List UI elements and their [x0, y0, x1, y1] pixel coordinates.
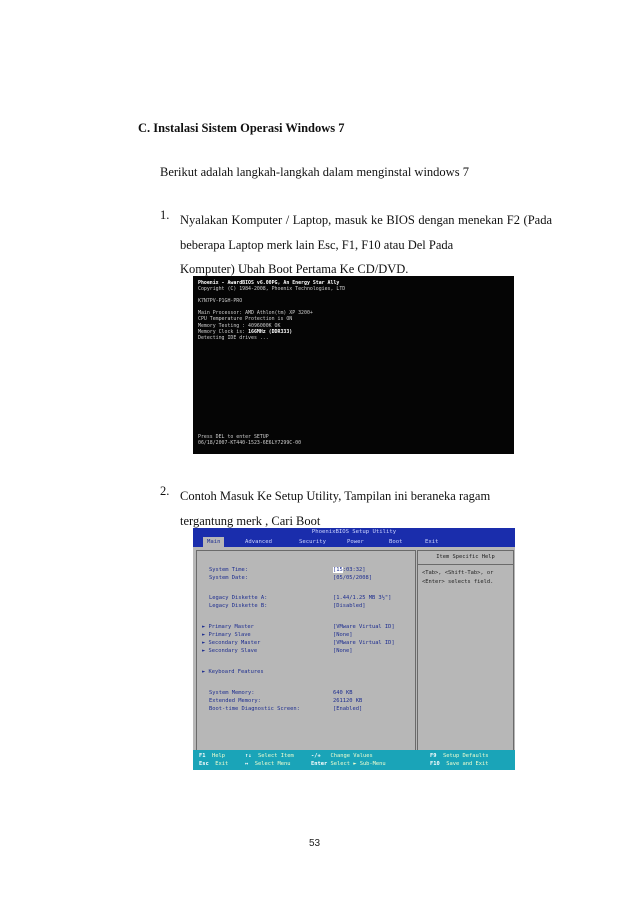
step-text-main: Contoh Masuk Ke Setup Utility, Tampilan ini beraneka ragam [180, 489, 491, 503]
post-footer-line: 06/18/2007-KT440-1523-6E6LY7299C-00 [198, 440, 302, 446]
footer-key-change-values [311, 753, 373, 759]
key-desc: Exit [215, 761, 229, 767]
menu-main: Main [203, 537, 224, 547]
section-title: C. Instalasi Sistem Operasi Windows 7 [138, 121, 345, 135]
secondary-master-value: [VMware Virtual ID] [333, 640, 395, 646]
step-text [180, 484, 552, 533]
primary-slave-value: [None] [333, 632, 353, 638]
menu-exit: Exit [425, 539, 439, 545]
system-time-rest: :03:32] [342, 567, 366, 573]
step-text-last: tergantung merk , Cari Boot [180, 513, 321, 528]
footer-key-sub-menu [311, 761, 386, 767]
step-text [180, 208, 552, 282]
post-line: CPU Temperature Protection is ON [198, 316, 293, 322]
system-time-selected: [15 [333, 567, 343, 573]
help-text: <Tab>, <Shift-Tab>, or <Enter> selects field. [422, 570, 494, 585]
boot-diag-label: Boot-time Diagnostic Screen: [209, 706, 300, 712]
post-line: Memory Testing : 4096000K OK [198, 323, 281, 329]
step-number: 2. [160, 484, 170, 498]
setup-footer [193, 750, 515, 770]
menu-security: Security [299, 539, 326, 545]
setup-menubar [193, 537, 515, 547]
setup-title: PhoenixBIOS Setup Utility [193, 528, 515, 537]
key-desc: Select ► Sub-Menu [330, 761, 386, 767]
key-desc: Setup Defaults [443, 753, 489, 759]
intro-paragraph: Berikut adalah langkah-langkah dalam menginstal windows 7 [160, 165, 469, 179]
system-date-label: System Date: [209, 575, 248, 581]
page-number: 53 [309, 838, 321, 849]
menu-advanced: Advanced [245, 539, 272, 545]
help-title: Item Specific Help [418, 551, 513, 565]
key: ↔ [245, 761, 249, 767]
footer-key-help [199, 753, 225, 759]
bios-setup-screenshot [193, 528, 515, 770]
key: ↑↓ [245, 753, 252, 759]
system-time-label: System Time: [209, 567, 248, 573]
step-text-last: Komputer) Ubah Boot Pertama Ke CD/DVD. [180, 262, 409, 276]
key-desc: Select Menu [254, 761, 291, 767]
keyboard-features-label: ► Keyboard Features [202, 669, 264, 675]
key-desc: Change Values [330, 753, 373, 759]
footer-key-exit [199, 761, 228, 767]
menu-power: Power [347, 539, 364, 545]
post-line: Detecting IDE drives ... [198, 335, 269, 341]
legacy-a-value: [1.44/1.25 MB 3½"] [333, 595, 392, 601]
legacy-b-value: [Disabled] [333, 603, 366, 609]
primary-master-label: ► Primary Master [202, 624, 254, 630]
primary-slave-label: ► Primary Slave [202, 632, 251, 638]
step-text-main: Nyalakan Komputer / Laptop, masuk ke BIOS dengan menekan F2 (Pada beberapa Laptop merk lain Esc, F1, F10 atau Del Pada [180, 213, 552, 252]
system-memory-value: 640 KB [333, 690, 353, 696]
footer-key-setup-defaults [430, 753, 488, 759]
footer-key-select-item [245, 753, 294, 759]
system-time-value [333, 567, 365, 573]
setup-main-panel [196, 550, 416, 752]
primary-master-value: [VMware Virtual ID] [333, 624, 395, 630]
key-desc: Help [212, 753, 225, 759]
setup-help-panel [417, 550, 514, 752]
post-line: K7N7PV-P1GH-PRO [198, 298, 243, 304]
boot-diag-value: [Enabled] [333, 706, 363, 712]
key-desc: Save and Exit [446, 761, 489, 767]
memory-clock-value: 166MHz (DDR333) [248, 329, 293, 335]
post-line: Phoenix - AwardBIOS v6.00PG, An Energy Star Ally [198, 280, 340, 286]
footer-key-select-menu [245, 761, 290, 767]
legacy-b-label: Legacy Diskette B: [209, 603, 268, 609]
step-number: 1. [160, 208, 170, 222]
legacy-a-label: Legacy Diskette A: [209, 595, 268, 601]
key: F9 [430, 753, 437, 759]
extended-memory-label: Extended Memory: [209, 698, 261, 704]
key: F1 [199, 753, 206, 759]
bios-post-screenshot [193, 276, 514, 454]
footer-key-save-exit [430, 761, 488, 767]
key: Esc [199, 761, 209, 767]
secondary-slave-value: [None] [333, 648, 353, 654]
secondary-master-label: ► Secondary Master [202, 640, 261, 646]
menu-boot: Boot [389, 539, 403, 545]
system-date-value: [05/05/2008] [333, 575, 372, 581]
post-line: Copyright (C) 1984-2008, Phoenix Technologies, LTD [198, 286, 346, 292]
secondary-slave-label: ► Secondary Slave [202, 648, 258, 654]
key: F10 [430, 761, 440, 767]
key: -/+ [311, 753, 321, 759]
memory-clock-label: Memory Clock is: [198, 329, 249, 335]
post-line: Main Processor: AMD Athlon(tm) XP 3200+ [198, 310, 313, 316]
extended-memory-value: 261120 KB [333, 698, 363, 704]
system-memory-label: System Memory: [209, 690, 255, 696]
key-desc: Select Item [258, 753, 294, 759]
post-footer-line: Press DEL to enter SETUP [198, 434, 269, 440]
key: Enter [311, 761, 328, 767]
